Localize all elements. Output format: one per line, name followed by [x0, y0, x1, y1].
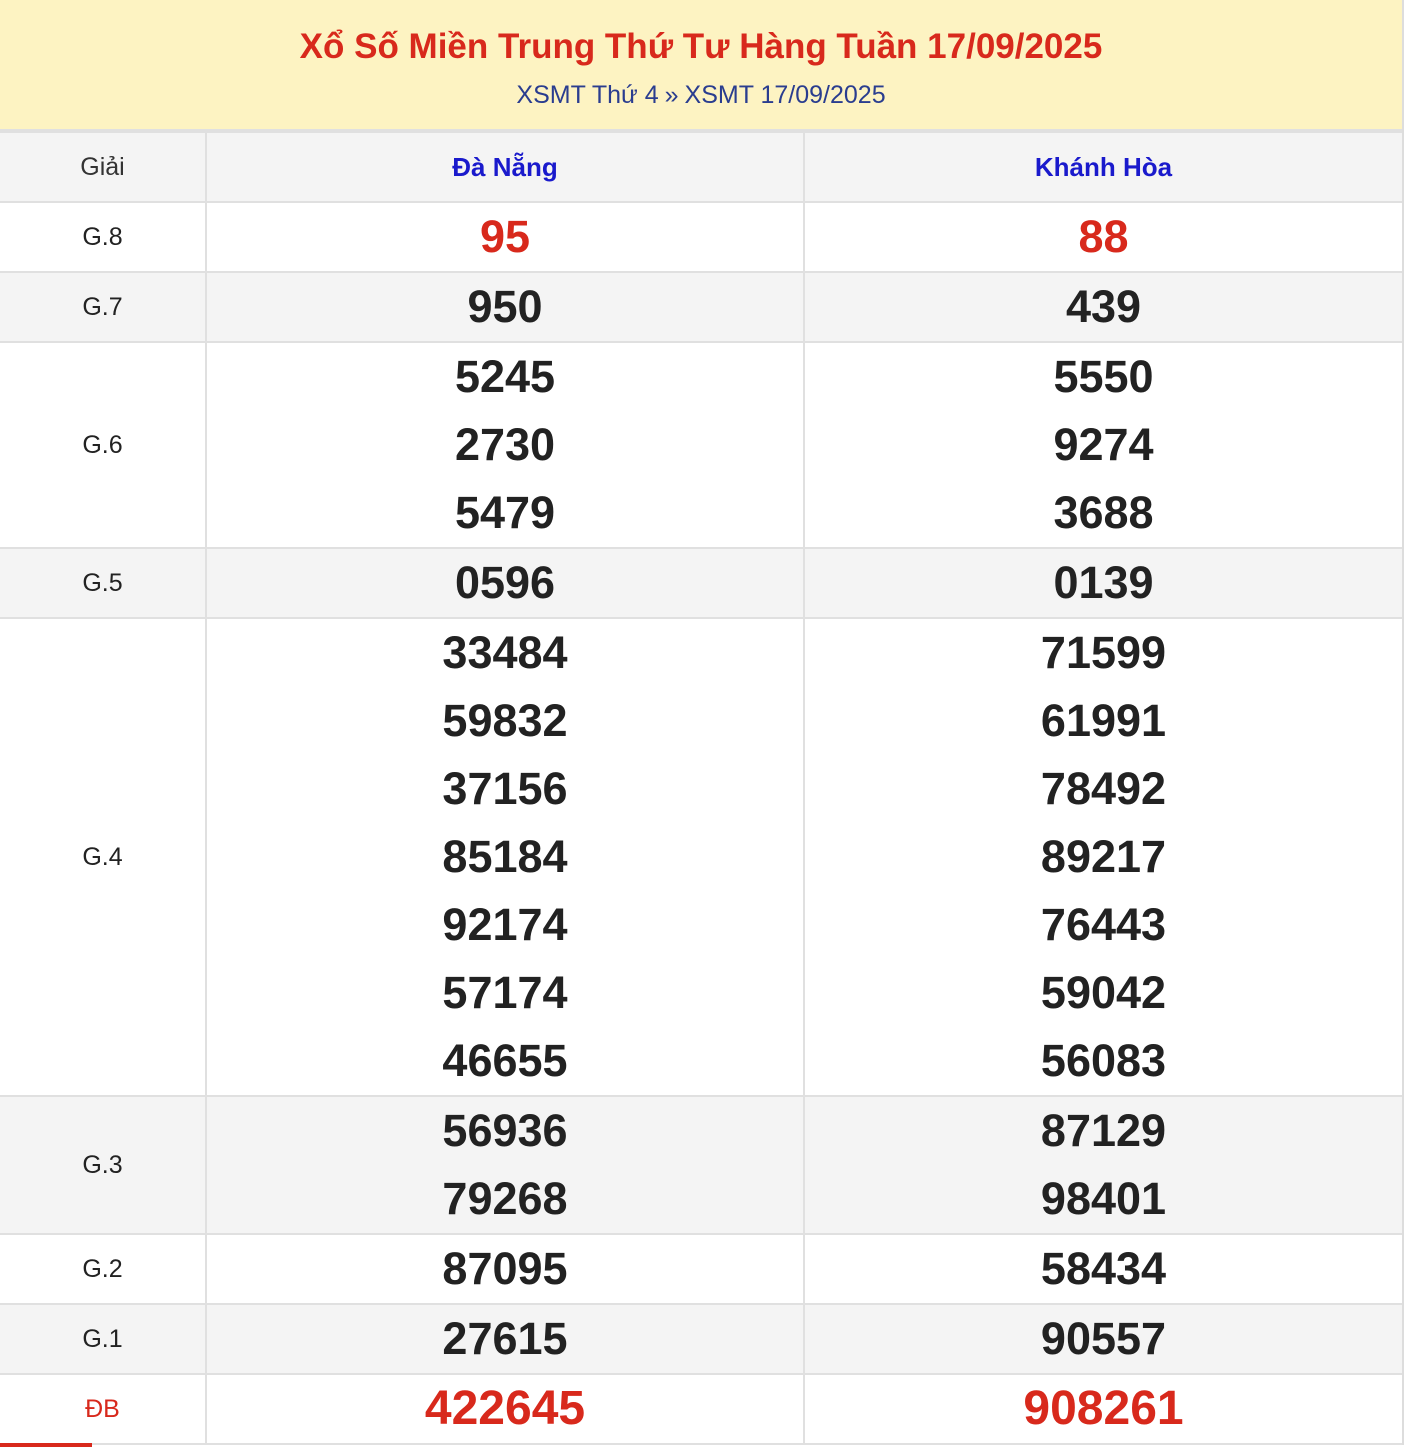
- khanh-hoa-cell: [804, 342, 1402, 548]
- lottery-number: 79268: [442, 1173, 568, 1224]
- table-row-g8: [0, 202, 1402, 272]
- da-nang-cell: [206, 1304, 804, 1374]
- prize-label: G.3: [0, 1096, 206, 1234]
- lottery-number: 88: [1078, 211, 1129, 262]
- prize-label: G.6: [0, 342, 206, 548]
- khanh-hoa-cell: [804, 548, 1402, 618]
- lottery-number: 3688: [1053, 487, 1154, 538]
- results-header: [0, 0, 1402, 131]
- prize-label: G.7: [0, 272, 206, 342]
- da-nang-cell: [206, 342, 804, 548]
- lottery-number: 61991: [1040, 695, 1167, 746]
- lottery-number: 98401: [1040, 1173, 1167, 1224]
- breadcrumb-link-thu4[interactable]: XSMT Thứ 4: [516, 81, 659, 109]
- table-row-g3: [0, 1096, 1402, 1234]
- table-row-special: [0, 1374, 1402, 1444]
- lottery-number: 46655: [442, 1035, 568, 1086]
- table-header-row: [0, 132, 1402, 202]
- lottery-number: 0596: [454, 557, 556, 608]
- prize-label: G.8: [0, 202, 206, 272]
- khanh-hoa-cell: [804, 618, 1402, 1096]
- prize-label: G.4: [0, 618, 206, 1096]
- lottery-number: 57174: [442, 967, 568, 1018]
- lottery-number: 0139: [1053, 557, 1154, 608]
- lottery-number: 5550: [1053, 351, 1154, 402]
- lottery-number: 2730: [454, 419, 556, 470]
- lottery-number: 71599: [1040, 627, 1167, 678]
- da-nang-cell: [206, 548, 804, 618]
- results-table: [0, 131, 1402, 1445]
- prize-label-special: ĐB: [0, 1374, 206, 1444]
- khanh-hoa-cell: [804, 1304, 1402, 1374]
- prize-label: G.2: [0, 1234, 206, 1304]
- lottery-number: 950: [467, 281, 543, 332]
- lottery-number: 9274: [1053, 419, 1154, 470]
- breadcrumb: [0, 80, 1402, 110]
- lottery-number: 78492: [1040, 763, 1167, 814]
- table-row-g2: [0, 1234, 1402, 1304]
- lottery-number: 89217: [1040, 831, 1167, 882]
- lottery-number: 95: [479, 211, 531, 262]
- da-nang-cell: [206, 272, 804, 342]
- lottery-number: 5479: [454, 487, 556, 538]
- table-row-g5: [0, 548, 1402, 618]
- column-header-da-nang[interactable]: Đà Nẵng: [206, 132, 804, 202]
- lottery-number: 59832: [442, 695, 568, 746]
- khanh-hoa-cell: [804, 1096, 1402, 1234]
- lottery-number: 59042: [1040, 967, 1167, 1018]
- prize-label: G.1: [0, 1304, 206, 1374]
- special-prize-number: 422645: [424, 1382, 586, 1435]
- khanh-hoa-cell: [804, 272, 1402, 342]
- prize-label: G.5: [0, 548, 206, 618]
- khanh-hoa-cell: [804, 1374, 1402, 1444]
- lottery-number: 439: [1065, 281, 1142, 332]
- lottery-number: 85184: [442, 831, 568, 882]
- table-row-g7: [0, 272, 1402, 342]
- khanh-hoa-cell: [804, 202, 1402, 272]
- da-nang-cell: [206, 202, 804, 272]
- lottery-number: 56936: [442, 1105, 568, 1156]
- khanh-hoa-cell: [804, 1234, 1402, 1304]
- special-prize-number: 908261: [1023, 1382, 1184, 1435]
- lottery-number: 87095: [442, 1243, 568, 1294]
- da-nang-cell: [206, 1096, 804, 1234]
- lottery-number: 56083: [1040, 1035, 1167, 1086]
- breadcrumb-link-date[interactable]: XSMT 17/09/2025: [684, 81, 886, 109]
- column-header-khanh-hoa[interactable]: Khánh Hòa: [804, 132, 1402, 202]
- da-nang-cell: [206, 1374, 804, 1444]
- table-row-g1: [0, 1304, 1402, 1374]
- column-header-prize: Giải: [0, 132, 206, 202]
- table-row-g4: [0, 618, 1402, 1096]
- lottery-number: 27615: [442, 1313, 568, 1364]
- lottery-number: 33484: [442, 627, 568, 678]
- lottery-number: 76443: [1040, 899, 1167, 950]
- lottery-number: 37156: [442, 763, 568, 814]
- table-row-g6: [0, 342, 1402, 548]
- lottery-number: 92174: [442, 899, 568, 950]
- accent-underline: [0, 1443, 92, 1447]
- page-title: Xổ Số Miền Trung Thứ Tư Hàng Tuần 17/09/2025: [299, 27, 1103, 66]
- lottery-number: 87129: [1040, 1105, 1167, 1156]
- lottery-number: 5245: [454, 351, 556, 402]
- breadcrumb-separator: »: [664, 81, 679, 109]
- lottery-number: 58434: [1040, 1243, 1167, 1294]
- da-nang-cell: [206, 1234, 804, 1304]
- da-nang-cell: [206, 618, 804, 1096]
- lottery-number: 90557: [1040, 1313, 1167, 1364]
